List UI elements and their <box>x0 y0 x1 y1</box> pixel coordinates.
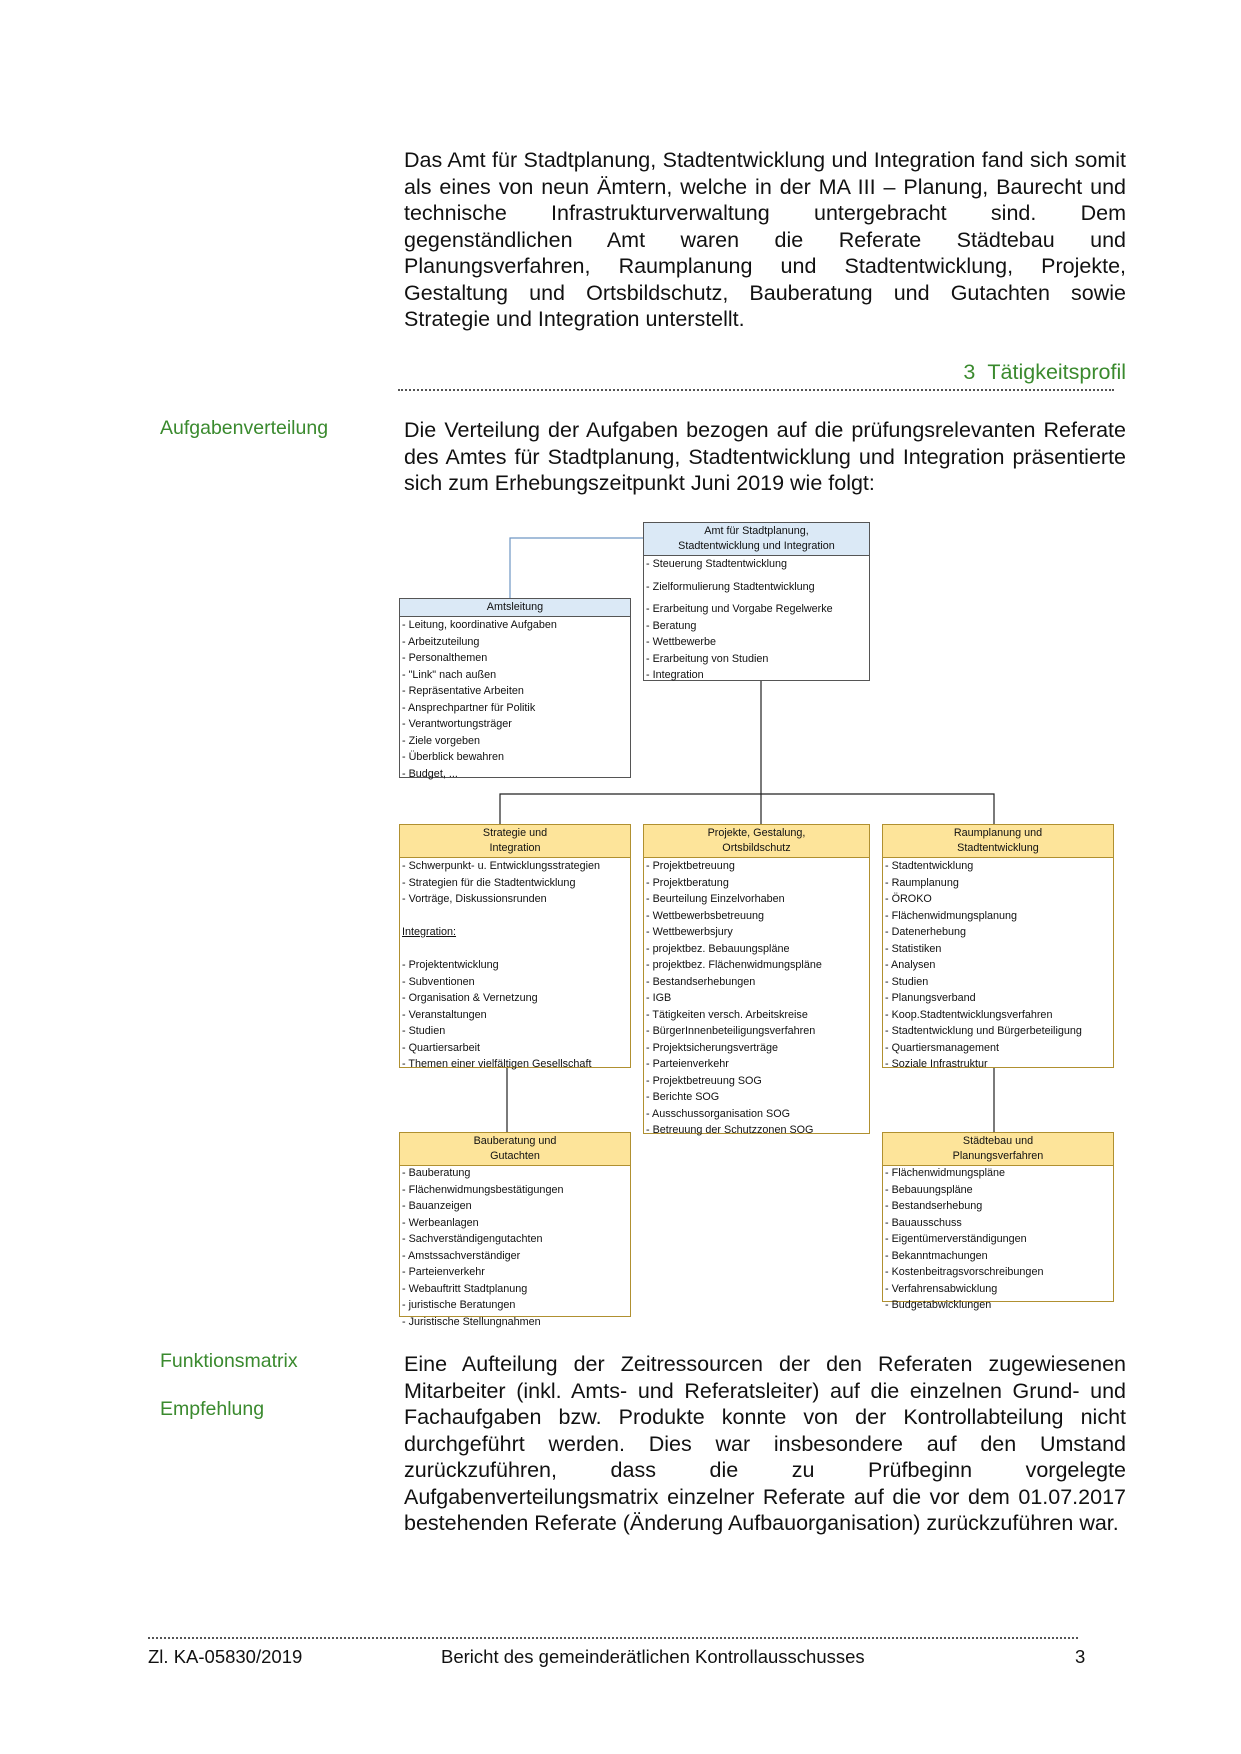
list-item: - ÖROKO <box>885 893 932 905</box>
list-item: - Ziele vorgeben <box>402 734 481 747</box>
list-item: - Subventionen <box>402 975 475 988</box>
list-item: - Webauftritt Stadtplanung <box>402 1282 528 1295</box>
org-box-bauberatung-title-line2: Gutachten <box>490 1150 540 1162</box>
list-item: - Kostenbeitragsvorschreibungen <box>885 1266 1044 1278</box>
list-item: - Strategien für die Stadtentwicklung <box>402 876 576 889</box>
list-item: - Überblick bewahren <box>402 751 505 763</box>
org-box-bauberatung-title-line1: Bauberatung und <box>473 1135 557 1147</box>
list-item: - Vorträge, Diskussionsrunden <box>402 893 547 905</box>
list-item: - Bekanntmachungen <box>885 1249 988 1262</box>
list-item: - Themen einer vielfältigen Gesellschaft <box>402 1058 592 1070</box>
list-item: - Wettbewerbsjury <box>646 926 733 938</box>
list-item: - projektbez. Flächenwidmungspläne <box>646 959 822 971</box>
org-box-amt <box>643 522 870 681</box>
footer-divider <box>148 1637 1078 1639</box>
list-item: - Studien <box>402 1025 446 1037</box>
list-item: - Bebauungspläne <box>885 1183 973 1196</box>
org-box-bauberatung-title <box>400 1133 630 1166</box>
page-number: 3 <box>1075 1646 1086 1667</box>
list-item: - Bauanzeigen <box>402 1200 472 1212</box>
org-box-staedtebau-title-line2: Planungsverfahren <box>952 1150 1044 1162</box>
org-box-raumplanung-title <box>883 825 1113 858</box>
list-item: - Parteienverkehr <box>402 1266 485 1278</box>
list-item: - projektbez. Bebauungspläne <box>646 942 790 955</box>
list-item: - Flächenwidmungsplanung <box>885 909 1018 922</box>
org-box-raumplanung-title-line1: Raumplanung und <box>953 827 1043 839</box>
list-item: - Statistiken <box>885 942 942 955</box>
list-item: - Stadtentwicklung <box>885 860 974 872</box>
list-item: - Leitung, koordinative Aufgaben <box>402 619 557 631</box>
list-item: - "Link" nach außen <box>402 668 497 681</box>
list-item: - Arbeitzuteilung <box>402 635 480 648</box>
list-item: - Flächenwidmungspläne <box>885 1167 1006 1179</box>
list-item: - Studien <box>885 975 929 988</box>
list-item: - Budget, ... <box>402 767 458 780</box>
list-item: - Integration <box>646 669 704 681</box>
list-item: - Datenerhebung <box>885 926 967 938</box>
org-box-strategie-title-line2: Integration <box>489 842 541 854</box>
list-item: - Soziale Infrastruktur <box>885 1058 988 1070</box>
list-item: - BürgerInnenbeteiligungsverfahren <box>646 1025 816 1037</box>
list-item: - Beratung <box>646 619 697 632</box>
side-label-funktionsmatrix: Funktionsmatrix <box>160 1350 298 1372</box>
list-item: - Projektbetreuung <box>646 860 735 872</box>
list-item: - Flächenwidmungsbestätigungen <box>402 1183 564 1196</box>
list-item: - Parteienverkehr <box>646 1058 729 1070</box>
list-item: - Analysen <box>885 959 936 971</box>
org-box-strategie-title-line1: Strategie und <box>482 827 548 839</box>
org-box-amtsleitung-title: Amtsleitung <box>400 599 630 617</box>
list-item: - IGB <box>646 992 672 1004</box>
org-box-amtsleitung <box>399 598 631 778</box>
list-item: - Koop.Stadtentwicklungsverfahren <box>885 1008 1053 1021</box>
list-item: - Wettbewerbsbetreuung <box>646 909 765 922</box>
list-item <box>402 908 630 925</box>
list-item: - Projektentwicklung <box>402 959 499 971</box>
section-number: 3 <box>963 360 976 384</box>
side-label-aufgabenverteilung: Aufgabenverteilung <box>160 417 329 439</box>
org-box-amt-title-line1: Amt für Stadtplanung, <box>704 525 809 537</box>
list-item: - Verfahrensabwicklung <box>885 1282 998 1295</box>
connector-amt-amtsleitung <box>510 538 643 601</box>
list-item: - Personalthemen <box>402 652 488 664</box>
footer-reference: Zl. KA-05830/2019 <box>148 1646 303 1667</box>
org-box-staedtebau-title-line1: Städtebau und <box>962 1135 1034 1147</box>
list-item: - Veranstaltungen <box>402 1008 487 1021</box>
list-item: - Ansprechpartner für Politik <box>402 701 536 714</box>
org-box-raumplanung-title-line2: Stadtentwicklung <box>957 842 1039 854</box>
list-item: - Projektsicherungsverträge <box>646 1041 779 1054</box>
intro-paragraph: Das Amt für Stadtplanung, Stadtentwicklung und Integration fand sich somit als eines von neun Ämtern, welche in der MA III – Planung, Baurecht und technische Infrastrukturverwaltung untergebracht sind. Dem gegenständlichen Amt waren die Referate Städtebau und Planungsverfahren, Raumplanung und Stadtentwicklung, Projekte, Gestaltung und Ortsbildschutz, Bauberatung und Gutachten sowie Strategie und Integration unterstellt. <box>404 148 1126 331</box>
section-title: Tätigkeitsprofil <box>987 360 1126 384</box>
org-box-strategie <box>399 824 631 1068</box>
org-box-staedtebau <box>882 1132 1114 1311</box>
list-item: - Planungsverband <box>885 992 976 1004</box>
list-item: - Verantwortungsträger <box>402 718 512 730</box>
connector-referate-bar <box>500 794 994 824</box>
list-item: - Steuerung Stadtentwicklung <box>646 558 788 570</box>
list-item: - Tätigkeiten versch. Arbeitskreise <box>646 1008 808 1021</box>
org-box-projekte <box>643 824 870 1134</box>
list-item: - Beurteilung Einzelvorhaben <box>646 893 785 905</box>
list-item: - Repräsentative Arbeiten <box>402 685 524 697</box>
list-item: - Amstssachverständiger <box>402 1249 521 1262</box>
list-item: - Zielformulierung Stadtentwicklung <box>646 580 815 593</box>
list-item: - Budgetabwicklungen <box>885 1299 992 1311</box>
org-box-amt-title <box>644 523 869 556</box>
list-item: - Erarbeitung von Studien <box>646 652 769 665</box>
list-item: - Betreuung der Schutzzonen SOG <box>646 1124 814 1136</box>
list-item: - Bauausschuss <box>885 1216 962 1229</box>
list-item: Integration: <box>402 926 457 938</box>
list-item: - Projektberatung <box>646 876 729 889</box>
list-item: - Ausschussorganisation SOG <box>646 1107 791 1120</box>
list-item: - Sachverständigengutachten <box>402 1233 543 1245</box>
aufgaben-paragraph: Die Verteilung der Aufgaben bezogen auf die prüfungsrelevanten Referate des Amtes für Stadtplanung, Stadtentwicklung und Integration präsentierte sich zum Erhebungszeitpunkt Juni 2019 wie folgt: <box>404 418 1126 495</box>
list-item: - Bestandserhebungen <box>646 975 756 988</box>
footer-title: Bericht des gemeinderätlichen Kontrollausschusses <box>441 1646 865 1667</box>
org-box-amt-title-line2: Stadtentwicklung und Integration <box>678 540 835 552</box>
org-box-staedtebau-title <box>883 1133 1113 1166</box>
list-item: - Bestandserhebung <box>885 1200 983 1212</box>
list-item: - Erarbeitung und Vorgabe Regelwerke <box>646 603 833 615</box>
list-item: - Werbeanlagen <box>402 1216 479 1229</box>
list-item: - Eigentümerverständigungen <box>885 1233 1027 1245</box>
list-item: - Organisation & Vernetzung <box>402 992 538 1004</box>
funktion-paragraph: Eine Aufteilung der Zeitressourcen der den Referaten zugewiesenen Mitarbeiter (inkl. Amts- und Referatsleiter) auf die einzelnen Grund- und Fachaufgaben bzw. Produkte konnte von der Kontrollabteilung nicht durchgeführt werden. Dies war insbesondere auf den Umstand zurückzuführen, dass die zu Prüfbeginn vorgelegte Aufgabenverteilungsmatrix einzelner Referate auf die vor dem 01.07.2017 bestehenden Referate (Änderung Aufbauorganisation) zurückzuführen war. <box>404 1352 1126 1535</box>
list-item <box>402 941 630 958</box>
org-box-raumplanung <box>882 824 1114 1068</box>
list-item: - Bauberatung <box>402 1167 471 1179</box>
list-item: - Schwerpunkt- u. Entwicklungsstrategien <box>402 860 601 872</box>
side-label-empfehlung: Empfehlung <box>160 1398 265 1420</box>
list-item: - Juristische Stellungnahmen <box>402 1315 541 1328</box>
org-box-strategie-title <box>400 825 630 858</box>
list-item: - Raumplanung <box>885 876 959 889</box>
org-box-projekte-title-line1: Projekte, Gestalung, <box>707 827 806 839</box>
org-box-projekte-title <box>644 825 869 858</box>
org-box-bauberatung <box>399 1132 631 1328</box>
list-item: - Quartiersmanagement <box>885 1041 1000 1054</box>
list-item: - Stadtentwicklung und Bürgerbeteiligung <box>885 1025 1082 1037</box>
list-item: - Berichte SOG <box>646 1091 720 1103</box>
list-item: - Wettbewerbe <box>646 636 717 648</box>
list-item: - Quartiersarbeit <box>402 1041 481 1054</box>
org-box-projekte-title-line2: Ortsbildschutz <box>722 842 791 854</box>
list-item: - juristische Beratungen <box>402 1299 516 1311</box>
list-item: - Projektbetreuung SOG <box>646 1074 762 1087</box>
